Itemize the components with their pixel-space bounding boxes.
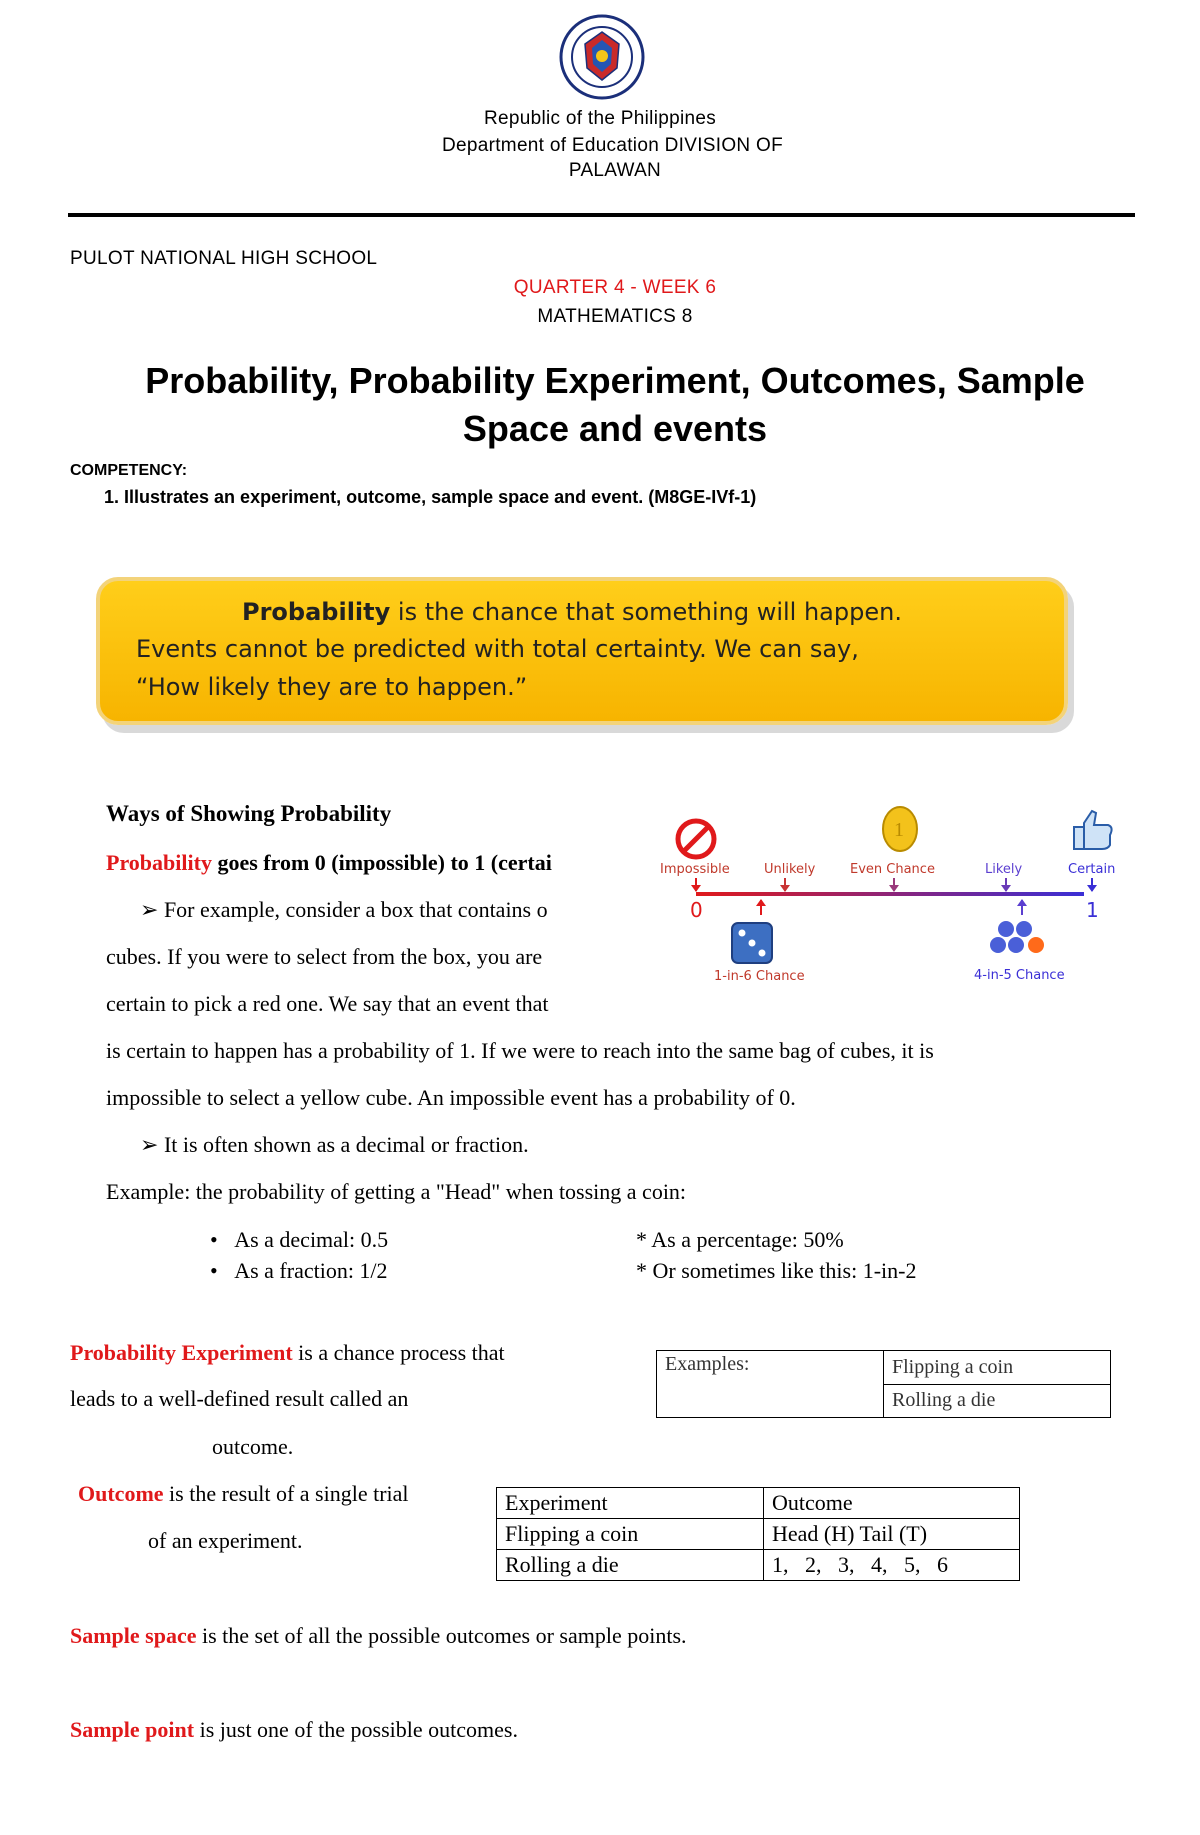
header-rule	[68, 213, 1135, 217]
page-title-line-1: Probability, Probability Experiment, Outcomes, Sample	[145, 360, 1085, 401]
ways-line-b: certain to pick a red one. We say that an event that	[106, 991, 549, 1016]
experiment-def: is a chance process that	[292, 1340, 505, 1365]
ways-example: Example: the probability of getting a "Head" when tossing a coin:	[106, 1179, 687, 1204]
ways-line-a: cubes. If you were to select from the box, you are	[106, 944, 543, 969]
prohibited-icon	[678, 821, 714, 857]
scale-zero: 0	[690, 898, 703, 922]
scale-label-impossible: Impossible	[660, 862, 730, 877]
ways-def-rest: goes from 0 (impossible) to 1 (certai	[211, 850, 552, 875]
die-icon	[732, 923, 772, 963]
outcome-table-cell: 1, 2, 3, 4, 5, 6	[764, 1550, 1020, 1581]
deped-seal	[559, 14, 645, 100]
sample-point-term: Sample point	[70, 1717, 195, 1742]
examples-label: Examples:	[657, 1351, 884, 1418]
examples-table	[656, 1350, 1111, 1418]
coin-icon	[883, 807, 917, 851]
experiment-term: Probability Experiment	[70, 1340, 293, 1365]
quarter-label: QUARTER 4 - WEEK 6	[513, 277, 717, 298]
probability-scale	[640, 805, 1120, 985]
examples-item: Flipping a coin	[884, 1351, 1111, 1385]
outcome-line-2: of an experiment.	[148, 1528, 303, 1553]
scale-one: 1	[1086, 898, 1099, 922]
sample-point-def: is just one of the possible outcomes.	[194, 1717, 518, 1742]
scale-line	[696, 892, 1084, 896]
header-line-3: PALAWAN	[568, 160, 662, 181]
sample-space-def: is the set of all the possible outcomes or sample points.	[196, 1623, 687, 1648]
examples-item: Rolling a die	[884, 1384, 1111, 1418]
callout-bold: Probability	[242, 598, 391, 626]
header-line-2: Department of Education DIVISION OF	[441, 135, 784, 156]
arrow-bullet-icon: ➢	[140, 1132, 164, 1157]
ways-fraction: As a fraction: 1/2	[234, 1258, 388, 1283]
bullet-dot-icon: •	[210, 1258, 235, 1283]
callout-line-1: is the chance that something will happen.	[390, 598, 902, 626]
ways-bullet-1: For example, consider a box that contains o	[163, 897, 548, 922]
ways-bullet-2: It is often shown as a decimal or fraction.	[163, 1132, 529, 1157]
ways-line-d: impossible to select a yellow cube. An impossible event has a probability of 0.	[106, 1085, 796, 1110]
scale-label-certain: Certain	[1068, 862, 1116, 877]
outcome-table-cell: Rolling a die	[497, 1550, 764, 1581]
svg-text:1: 1	[894, 819, 904, 841]
ways-alternate: * Or sometimes like this: 1-in-2	[636, 1258, 917, 1283]
competency-item: 1. Illustrates an experiment, outcome, sample space and event. (M8GE-IVf-1)	[104, 487, 757, 507]
ways-decimal: As a decimal: 0.5	[234, 1227, 389, 1252]
chance-1-in-6: 1-in-6 Chance	[714, 969, 805, 984]
outcome-def: is the result of a single trial	[163, 1481, 409, 1506]
arrow-bullet-icon: ➢	[140, 897, 164, 922]
chance-4-in-5: 4-in-5 Chance	[974, 968, 1065, 983]
callout-line-2: Events cannot be predicted with total certainty. We can say,	[136, 635, 859, 663]
ways-line-c: is certain to happen has a probability of 1. If we were to reach into the same bag of cubes, it is	[106, 1038, 934, 1063]
sample-space-term: Sample space	[70, 1623, 197, 1648]
outcome-term: Outcome	[78, 1481, 164, 1506]
probability-callout	[96, 577, 1068, 725]
page-title-line-2: Space and events	[462, 408, 768, 449]
scale-label-likely: Likely	[985, 862, 1023, 877]
subject-label: MATHEMATICS 8	[537, 306, 693, 327]
callout-line-3: “How likely they are to happen.”	[136, 673, 528, 701]
outcome-table	[496, 1487, 1020, 1581]
thumbs-up-icon	[1074, 811, 1112, 849]
balls-icon	[990, 921, 1044, 953]
outcome-table-cell: Head (H) Tail (T)	[764, 1519, 1020, 1550]
scale-label-unlikely: Unlikely	[764, 862, 816, 877]
ways-def-red: Probability	[106, 850, 212, 875]
competency-label: COMPETENCY:	[70, 462, 188, 479]
experiment-line-3: outcome.	[212, 1434, 294, 1459]
outcome-table-header: Experiment	[497, 1488, 764, 1519]
ways-percentage: * As a percentage: 50%	[636, 1227, 844, 1252]
header-line-1: Republic of the Philippines	[483, 108, 717, 129]
outcome-table-header: Outcome	[764, 1488, 1020, 1519]
school-name: PULOT NATIONAL HIGH SCHOOL	[70, 248, 378, 269]
ways-heading: Ways of Showing Probability	[106, 801, 392, 826]
outcome-table-cell: Flipping a coin	[497, 1519, 764, 1550]
bullet-dot-icon: •	[210, 1227, 235, 1252]
scale-label-even-chance: Even Chance	[850, 862, 935, 877]
experiment-line-2: leads to a well-defined result called an	[70, 1386, 409, 1411]
